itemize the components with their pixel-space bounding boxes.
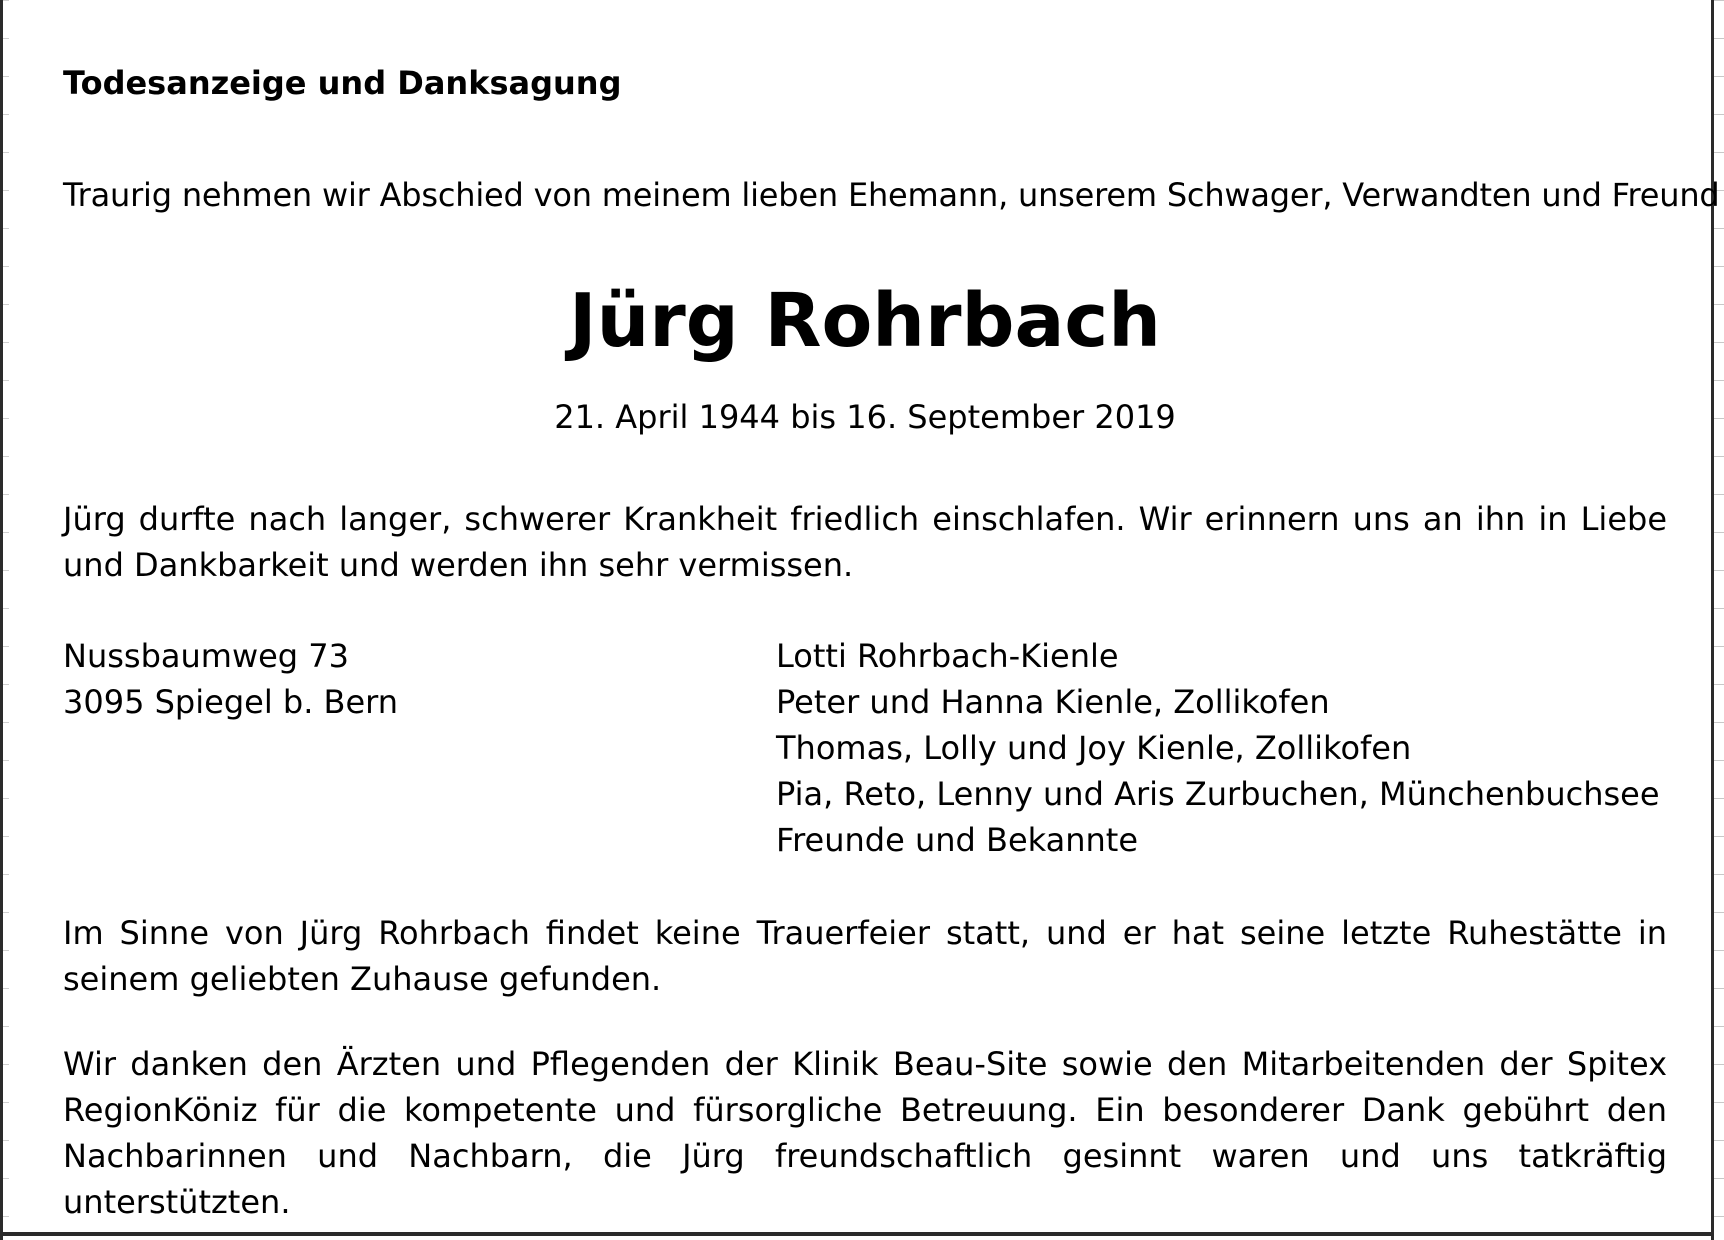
frame-border-bottom (0, 1232, 1714, 1236)
mourner-item: Peter und Hanna Kienle, Zollikofen (776, 683, 1330, 721)
mourner-item: Pia, Reto, Lenny und Aris Zurbuchen, Münchenbuchsee (776, 775, 1660, 813)
notice-heading: Todesanzeige und Danksagung (63, 64, 622, 102)
frame-edge-marks-left (3, 0, 9, 1240)
mourner-item: Thomas, Lolly und Joy Kienle, Zollikofen (776, 729, 1412, 767)
address-street: Nussbaumweg 73 (63, 637, 349, 675)
thanks-paragraph: Wir danken den Ärzten und Pflegenden der Klinik Beau-Site sowie den Mitarbeitenden der Spitex RegionKöniz für die kompetente und fürsorgliche Betreuung. Ein besonderer Dank gebührt den Nachbarinnen und Nachbarn, die Jürg freundschaftlich gesinnt waren und uns tatkräftig unterstützten. (63, 1045, 1667, 1221)
intro-line: Traurig nehmen wir Abschied von meinem lieben Ehemann, unserem Schwager, Verwandten und Freund (63, 176, 1720, 214)
farewell-paragraph: Jürg durfte nach langer, schwerer Krankheit friedlich einschlafen. Wir erinnern uns an ihn in Liebe und Dankbarkeit und werden ihn sehr vermissen. (63, 500, 1667, 584)
ceremony-paragraph: Im Sinne von Jürg Rohrbach findet keine Trauerfeier statt, und er hat seine letzte Ruhestätte in seinem geliebten Zuhause gefunden. (63, 914, 1667, 998)
mourners-list (776, 633, 1660, 863)
address-city: 3095 Spiegel b. Bern (63, 683, 399, 721)
mourner-item: Lotti Rohrbach-Kienle (776, 637, 1119, 675)
address-block (63, 633, 398, 725)
life-dates: 21. April 1944 bis 16. September 2019 (554, 398, 1176, 436)
mourner-item: Freunde und Bekannte (776, 821, 1139, 859)
deceased-name: Jürg Rohrbach (569, 278, 1161, 364)
